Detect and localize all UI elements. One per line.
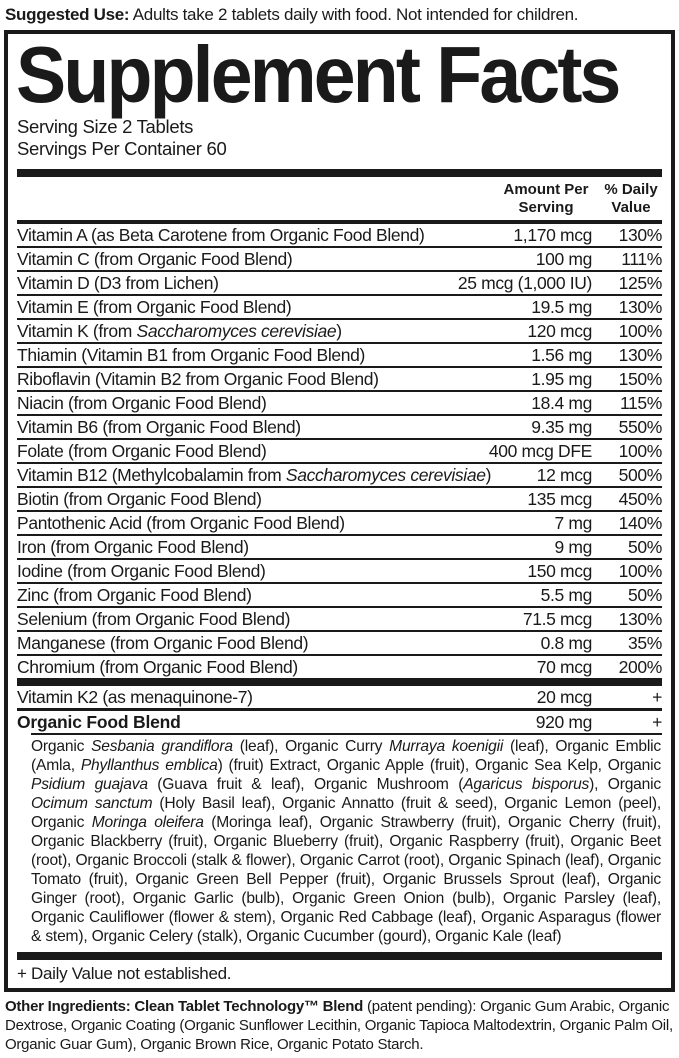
nutrient-dv: 115% — [619, 393, 662, 414]
nutrient-name: Manganese (from Organic Food Blend) — [17, 633, 309, 654]
nutrient-dv: 50% — [628, 537, 662, 558]
nutrient-amount: 7 mg — [554, 513, 592, 534]
nutrient-row — [17, 246, 662, 270]
divider-thick-top — [17, 169, 662, 177]
nutrient-dv: 150% — [618, 369, 662, 390]
servings-per-container: Servings Per Container 60 — [17, 138, 227, 160]
nutrient-dv: 550% — [618, 417, 662, 438]
nutrient-row — [17, 438, 662, 462]
nutrient-dv: + — [652, 687, 662, 708]
nutrient-amount: 71.5 mcg — [522, 609, 592, 630]
nutrient-row — [17, 270, 662, 294]
nutrient-amount: 150 mcg — [527, 561, 592, 582]
nutrient-amount: 120 mcg — [527, 321, 592, 342]
nutrient-amount: 1.56 mg — [531, 345, 592, 366]
nutrient-row — [17, 654, 662, 678]
nutrient-dv: 35% — [628, 633, 662, 654]
nutrient-row-organic-food-blend — [17, 708, 662, 733]
other-ingredients-label: Other Ingredients: Clean Tablet Technology™ Blend — [5, 998, 364, 1016]
nutrient-amount: 135 mcg — [527, 489, 592, 510]
nutrient-table — [17, 220, 662, 678]
nutrient-amount: 70 mcg — [536, 657, 592, 678]
nutrient-row — [17, 224, 662, 246]
nutrient-row — [17, 630, 662, 654]
nutrient-row — [17, 414, 662, 438]
nutrient-row — [17, 534, 662, 558]
nutrient-name: Riboflavin (Vitamin B2 from Organic Food Blend) — [17, 369, 379, 390]
nutrient-name: Niacin (from Organic Food Blend) — [17, 393, 267, 414]
nutrient-dv: 125% — [618, 273, 662, 294]
nutrient-row — [17, 486, 662, 510]
nutrient-name: Organic Food Blend — [17, 712, 181, 733]
nutrient-name: Selenium (from Organic Food Blend) — [17, 609, 291, 630]
nutrient-name: Iron (from Organic Food Blend) — [17, 537, 249, 558]
organic-food-blend-ingredients: Organic Sesbania grandiflora (leaf), Organic Curry Murraya koenigii (leaf), Organic Emblic (Amla, Phyllanthus emblica) (fruit) Extract, Organic Apple (fruit), Organic Sea Kelp, Organic Psidium guajava (Guava fruit & leaf), Organic Mushroom (Agaricus bisporus), Organic Ocimum sanctum (Holy Basil leaf), Organic Annatto (fruit & seed), Organic Lemon (peel), Organic Moringa oleifera (Moringa leaf), Organic Strawberry (fruit), Organic Cherry (fruit), Organic Blackberry (fruit), Organic Blueberry (fruit), Organic Raspberry (fruit), Organic Beet (root), Organic Broccoli (stalk & flower), Organic Carrot (root), Organic Spinach (leaf), Organic Tomato (fruit), Organic Green Bell Pepper (fruit), Organic Brussels Sprout (leaf), Organic Ginger (root), Organic Garlic (bulb), Organic Green Onion (bulb), Organic Parsley (leaf), Organic Cauliflower (flower & stem), Organic Red Cabbage (leaf), Organic Asparagus (flower & stem), Organic Celery (stalk), Organic Cucumber (gourd), Organic Kale (leaf) — [31, 733, 662, 952]
nutrient-name: Biotin (from Organic Food Blend) — [17, 489, 262, 510]
nutrient-row — [17, 342, 662, 366]
nutrient-amount: 18.4 mg — [531, 393, 592, 414]
supplement-facts-panel — [4, 30, 675, 992]
nutrient-row — [17, 294, 662, 318]
nutrient-dv: 100% — [618, 441, 662, 462]
nutrient-name: Vitamin K2 (as menaquinone-7) — [17, 687, 253, 708]
nutrient-row — [17, 462, 662, 486]
divider-thick-middle — [17, 678, 662, 686]
nutrient-amount: 1,170 mcg — [513, 225, 592, 246]
nutrient-dv: 50% — [628, 585, 662, 606]
column-headers — [17, 177, 662, 220]
nutrient-name: Vitamin K (from Saccharomyces cerevisiae) — [17, 321, 342, 342]
nutrient-dv: 450% — [618, 489, 662, 510]
nutrient-dv: 130% — [618, 297, 662, 318]
nutrient-dv: + — [652, 712, 662, 733]
other-ingredients — [0, 992, 679, 1058]
nutrient-dv: 200% — [618, 657, 662, 678]
nutrient-row-vitamin-k2 — [17, 686, 662, 708]
nutrient-dv: 111% — [621, 249, 662, 270]
divider-thick-bottom — [17, 952, 662, 960]
nutrient-name: Vitamin B12 (Methylcobalamin from Saccharomyces cerevisiae) — [17, 465, 492, 486]
nutrient-amount: 12 mcg — [536, 465, 592, 486]
nutrient-name: Vitamin B6 (from Organic Food Blend) — [17, 417, 301, 438]
nutrient-amount: 25 mcg (1,000 IU) — [457, 273, 592, 294]
nutrient-dv: 130% — [618, 225, 662, 246]
daily-value-footnote: + Daily Value not established. — [17, 964, 232, 984]
nutrient-amount: 920 mg — [535, 712, 592, 733]
nutrient-name: Vitamin A (as Beta Carotene from Organic Food Blend) — [17, 225, 425, 246]
panel-title: Supplement Facts — [16, 30, 619, 119]
nutrient-amount: 400 mcg DFE — [488, 441, 592, 462]
nutrient-amount: 9 mg — [554, 537, 592, 558]
nutrient-row — [17, 606, 662, 630]
nutrient-name: Vitamin D (D3 from Lichen) — [17, 273, 219, 294]
nutrient-row — [17, 366, 662, 390]
nutrient-dv: 130% — [618, 609, 662, 630]
nutrient-amount: 19.5 mg — [531, 297, 592, 318]
nutrient-row — [17, 582, 662, 606]
nutrient-name: Folate (from Organic Food Blend) — [17, 441, 267, 462]
nutrient-name: Vitamin C (from Organic Food Blend) — [17, 249, 293, 270]
nutrient-amount: 20 mcg — [536, 687, 592, 708]
nutrient-dv: 100% — [618, 561, 662, 582]
nutrient-dv: 100% — [618, 321, 662, 342]
nutrient-row — [17, 558, 662, 582]
nutrient-dv: 500% — [618, 465, 662, 486]
nutrient-amount: 0.8 mg — [540, 633, 592, 654]
other-ingredients-text: (patent pending): Organic Gum Arabic, Organic Dextrose, Organic Coating (Organic Sunflower Lecithin, Organic Tapioca Maltodextrin, Organic Palm Oil, Organic Guar Gum), Organic Brown Rice, Organic Potato Starch. — [5, 998, 673, 1054]
nutrient-row — [17, 510, 662, 534]
suggested-use — [0, 0, 679, 30]
serving-size: Serving Size 2 Tablets — [17, 116, 194, 138]
nutrient-name: Pantothenic Acid (from Organic Food Blend) — [17, 513, 345, 534]
nutrient-amount: 9.35 mg — [531, 417, 592, 438]
nutrient-row — [17, 390, 662, 414]
nutrient-name: Iodine (from Organic Food Blend) — [17, 561, 266, 582]
nutrient-amount: 100 mg — [535, 249, 592, 270]
nutrient-row — [17, 318, 662, 342]
nutrient-name: Thiamin (Vitamin B1 from Organic Food Blend) — [17, 345, 366, 366]
nutrient-name: Zinc (from Organic Food Blend) — [17, 585, 252, 606]
nutrient-amount: 1.95 mg — [531, 369, 592, 390]
nutrient-dv: 140% — [618, 513, 662, 534]
suggested-use-label: Suggested Use: — [5, 5, 130, 24]
nutrient-dv: 130% — [618, 345, 662, 366]
suggested-use-text: Adults take 2 tablets daily with food. Not intended for children. — [129, 5, 579, 24]
nutrient-name: Chromium (from Organic Food Blend) — [17, 657, 298, 678]
column-header-daily-value: % Daily Value — [604, 181, 658, 217]
nutrient-name: Vitamin E (from Organic Food Blend) — [17, 297, 292, 318]
nutrient-amount: 5.5 mg — [540, 585, 592, 606]
column-header-amount-per-serving: Amount Per Serving — [503, 181, 589, 217]
